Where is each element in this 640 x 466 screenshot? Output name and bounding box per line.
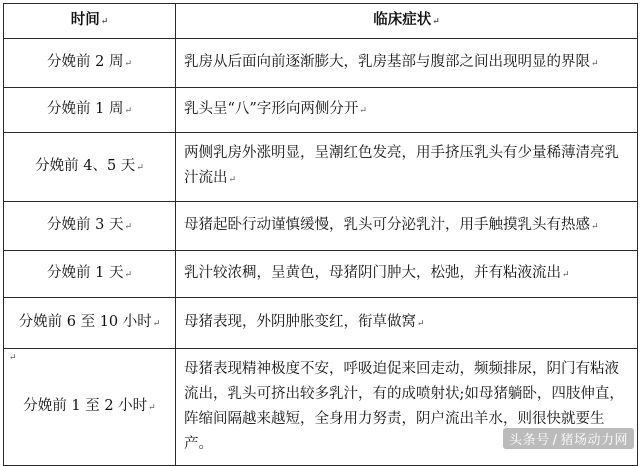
table-row	[4, 202, 638, 251]
symptom-cell: 乳头呈“八”字形向两侧分开↵	[176, 88, 638, 133]
paragraph-mark: ↵	[9, 353, 17, 363]
table-row	[4, 251, 638, 298]
table-row	[4, 39, 638, 88]
symptom-cell: 乳房从后面向前逐渐膨大，乳房基部与腹部之间出现明显的界限↵	[176, 39, 638, 88]
time-cell: 分娩前 4、5 天↵	[4, 133, 176, 202]
watermark-source: 头条号	[509, 433, 550, 448]
symptom-cell: 乳汁较浓稠，呈黄色，母猪阴门肿大，松弛，并有粘液流出↵	[176, 251, 638, 298]
header-symptom: 临床症状↵	[176, 4, 638, 39]
table-row	[4, 133, 638, 202]
watermark-brand: 猪场动力网	[560, 433, 628, 448]
symptom-cell: 母猪起卧行动谨慎缓慢，乳头可分泌乳汁，用手触摸乳头有热感↵	[176, 202, 638, 251]
table-header-row	[4, 4, 638, 39]
time-cell: ↵ 分娩前 1 至 2 小时↵	[4, 349, 176, 466]
symptom-cell: 两侧乳房外涨明显，呈潮红色发亮，用手挤压乳头有少量稀薄清亮乳汁流出↵	[176, 133, 638, 202]
table-row	[4, 88, 638, 133]
watermark-slash: /	[552, 433, 558, 448]
time-cell: 分娩前 1 周↵	[4, 88, 176, 133]
time-cell: 分娩前 2 周↵	[4, 39, 176, 88]
symptom-cell: 母猪表现精神极度不安，呼吸迫促来回走动，频频排尿，阴门有粘液流出，乳头可挤出较多乳汁，有的成喷射状;如母猪躺卧，四肢伸直，阵缩间隔越来越短，全身用力努责，阴户流出羊水，则很快就要生产。	[176, 349, 638, 466]
time-cell: 分娩前 3 天↵	[4, 202, 176, 251]
time-cell: 分娩前 1 天↵	[4, 251, 176, 298]
symptom-cell: 母猪表现，外阴肿胀变红，衔草做窝↵	[176, 298, 638, 349]
header-time: 时间↵	[4, 4, 176, 39]
time-cell: 分娩前 6 至 10 小时↵	[4, 298, 176, 349]
watermark	[503, 428, 634, 449]
table-row	[4, 298, 638, 349]
symptoms-table	[3, 3, 638, 466]
